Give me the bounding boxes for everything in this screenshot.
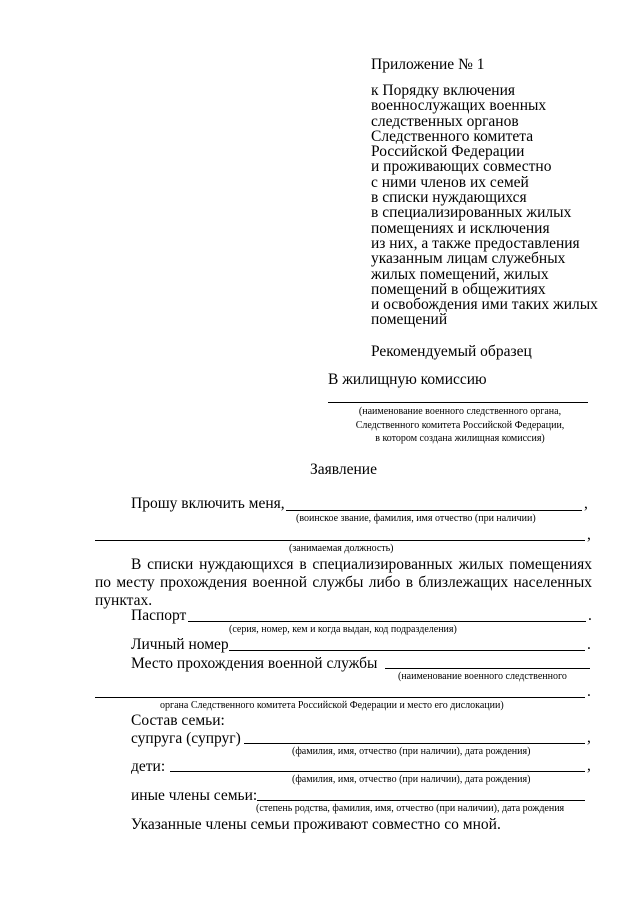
service-place-hint-2: органа Следственного комитета Российской Федерации и место его дислокации)	[160, 700, 504, 711]
addressee-hint-line: в котором создана жилищная комиссия)	[375, 433, 545, 444]
appendix-line: и освобождения ими таких жилых	[371, 296, 598, 314]
appendix-line: указанным лицам служебных	[371, 250, 566, 268]
children-label: дети:	[131, 758, 166, 775]
appendix-line: с ними членов их семей	[371, 173, 529, 191]
position-comma: ,	[587, 526, 591, 543]
children-line[interactable]	[170, 771, 585, 772]
personal-number-period: .	[587, 636, 591, 653]
appendix-line: следственных органов	[371, 112, 519, 130]
spouse-hint: (фамилия, имя, отчество (при наличии), дата рождения)	[292, 746, 531, 757]
children-comma: ,	[587, 757, 591, 774]
passport-hint: (серия, номер, кем и когда выдан, код подразделения)	[229, 624, 457, 635]
addressee-line[interactable]	[328, 402, 588, 403]
sample-label: Рекомендуемый образец	[371, 343, 532, 360]
request-hint: (воинское звание, фамилия, имя отчество (при наличии)	[296, 513, 536, 524]
passport-label: Паспорт	[131, 607, 187, 624]
passport-period: .	[588, 607, 592, 624]
personal-number-label: Личный номер	[131, 636, 229, 653]
spouse-comma: ,	[587, 729, 591, 746]
appendix-line: и проживающих совместно	[371, 158, 552, 176]
appendix-line: в списки нуждающихся	[371, 189, 527, 207]
service-place-label: Место прохождения военной службы	[131, 655, 378, 672]
appendix-line: помещениях и исключения	[371, 219, 550, 237]
form-title: Заявление	[310, 461, 377, 478]
addressee-hint-line: Следственного комитета Российской Федерации,	[355, 419, 565, 431]
body-paragraph: В списки нуждающихся в специализированных жилых помещениях по месту прохождения военной службы либо в близлежащих населенных пунктах.	[95, 556, 592, 609]
passport-line[interactable]	[188, 621, 586, 622]
appendix-title: Приложение № 1	[371, 56, 485, 73]
service-place-period: .	[587, 683, 591, 700]
appendix-line: военнослужащих военных	[371, 97, 547, 115]
position-line[interactable]	[95, 540, 585, 541]
appendix-line: помещений в общежитиях	[371, 280, 546, 298]
closing-statement: Указанные члены семьи проживают совместно со мной.	[131, 816, 501, 833]
other-members-line[interactable]	[257, 800, 585, 801]
appendix-line: в специализированных жилых	[371, 204, 572, 222]
service-place-line-2[interactable]	[95, 697, 585, 698]
other-members-label: иные члены семьи:	[131, 787, 258, 804]
service-place-line[interactable]	[385, 668, 590, 669]
appendix-line: жилых помещений, жилых	[371, 265, 549, 283]
position-hint: (занимаемая должность)	[289, 543, 394, 554]
appendix-line: к Порядку включения	[371, 82, 516, 99]
addressee-to: В жилищную комиссию	[328, 371, 487, 388]
addressee-hint	[310, 405, 610, 446]
request-label: Прошу включить меня,	[131, 495, 285, 512]
other-members-hint: (степень родства, фамилия, имя, отчество (при наличии), дата рождения	[256, 803, 565, 814]
service-place-hint-1: (наименование военного следственного	[398, 671, 567, 682]
personal-number-line[interactable]	[229, 650, 585, 651]
addressee-hint-line: (наименование военного следственного органа,	[358, 406, 562, 417]
appendix-line: Российской Федерации	[371, 143, 525, 161]
appendix-line: из них, а также предоставления	[371, 234, 580, 252]
family-label: Состав семьи:	[131, 712, 225, 729]
children-hint: (фамилия, имя, отчество (при наличии), дата рождения)	[292, 774, 531, 785]
appendix-reference	[371, 83, 598, 328]
spouse-label: супруга (супруг)	[131, 730, 241, 747]
request-comma: ,	[584, 495, 588, 512]
spouse-line[interactable]	[244, 743, 585, 744]
request-line[interactable]	[286, 510, 582, 511]
appendix-line: помещений	[371, 311, 448, 329]
appendix-line: Следственного комитета	[371, 127, 534, 145]
